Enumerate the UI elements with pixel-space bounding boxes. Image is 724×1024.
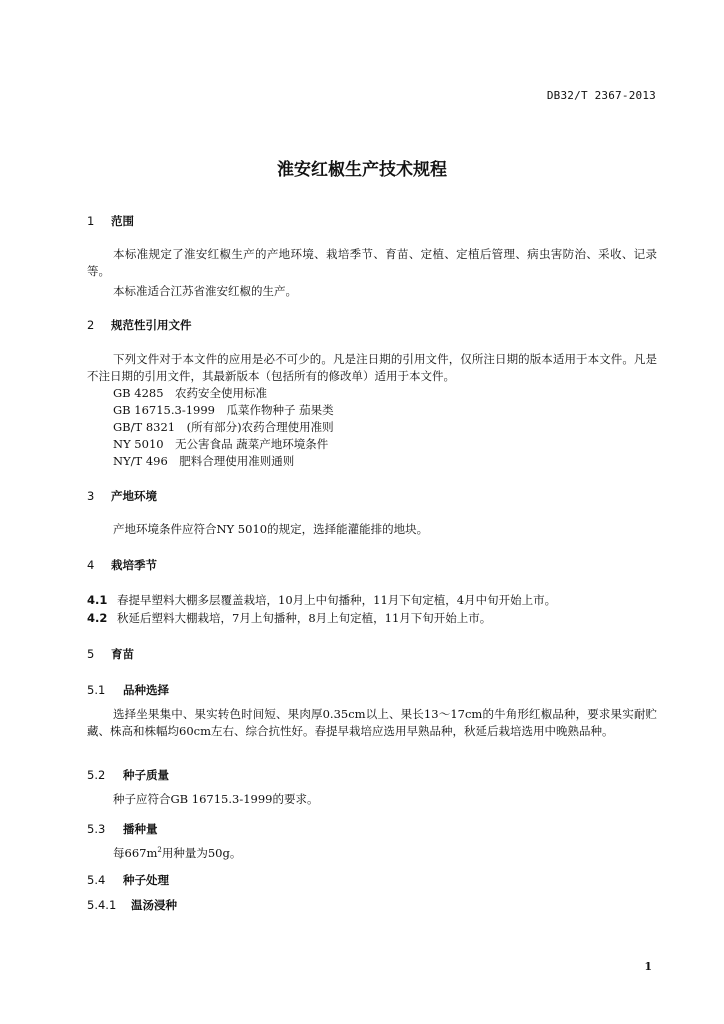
clause-text: 春提早塑料大棚多层覆盖栽培，10月上中旬播种，11月下旬定植，4月中旬开始上市。 <box>117 593 557 607</box>
section-number: 2 <box>87 318 95 332</box>
section-number: 1 <box>87 214 95 228</box>
reference-item: NY/T 496 肥料合理使用准则通则 <box>113 454 295 468</box>
seeding-rate-text-b: 用种量为50g。 <box>161 846 242 860</box>
clause-number: 4.2 <box>87 611 108 625</box>
section-number: 4 <box>87 558 95 572</box>
section-title: 品种选择 <box>123 683 169 697</box>
section-title: 播种量 <box>123 822 158 836</box>
section-5-2-heading <box>87 767 169 783</box>
document-code: DB32/T 2367-2013 <box>546 89 656 102</box>
section-number: 5.2 <box>87 768 106 782</box>
section-title: 育苗 <box>111 647 134 661</box>
section-1-paragraph-2: 本标准适合江苏省淮安红椒的生产。 <box>113 284 297 298</box>
section-5-4-1-heading <box>87 897 177 913</box>
section-title: 范围 <box>111 214 134 228</box>
section-5-4-heading <box>87 872 169 888</box>
section-title: 栽培季节 <box>111 558 157 572</box>
section-3-heading <box>87 488 157 504</box>
section-2-heading <box>87 317 192 333</box>
section-1-heading <box>87 213 134 229</box>
section-5-3-heading <box>87 821 158 837</box>
section-title: 温汤浸种 <box>131 898 177 912</box>
page-number: 1 <box>644 960 652 973</box>
reference-item: GB 16715.3-1999 瓜菜作物种子 茄果类 <box>113 403 334 417</box>
superscript-unit: 2 <box>157 846 162 855</box>
section-5-1-paragraph: 选择坐果集中、果实转色时间短、果肉厚0.35cm以上、果长13～17cm的牛角形红椒品种，要求果实耐贮藏、株高和株幅均60cm左右、综合抗性好。春提早栽培应选用早熟品种，秋延后栽培选用中晚熟品种。 <box>87 707 657 738</box>
section-number: 3 <box>87 489 95 503</box>
section-number: 5.3 <box>87 822 106 836</box>
section-1-paragraph-1: 本标准规定了淮安红椒生产的产地环境、栽培季节、育苗、定植、定植后管理、病虫害防治、采收、记录等。 <box>87 247 657 278</box>
reference-item: GB/T 8321 (所有部分)农药合理使用准则 <box>113 420 334 434</box>
document-title: 淮安红椒生产技术规程 <box>277 160 447 180</box>
section-title: 规范性引用文件 <box>111 318 192 332</box>
section-5-3-paragraph <box>87 845 657 862</box>
reference-item: NY 5010 无公害食品 蔬菜产地环境条件 <box>113 437 329 451</box>
section-5-1-heading <box>87 682 169 698</box>
seeding-rate-text-a: 每667m <box>113 846 158 860</box>
section-3-paragraph-1: 产地环境条件应符合NY 5010的规定，选择能灌能排的地块。 <box>113 522 429 536</box>
clause-4-2 <box>87 610 491 626</box>
section-5-2-paragraph: 种子应符合GB 16715.3-1999的要求。 <box>113 792 319 806</box>
section-title: 种子质量 <box>123 768 169 782</box>
section-5-heading <box>87 646 134 662</box>
section-number: 5 <box>87 647 95 661</box>
clause-number: 4.1 <box>87 593 108 607</box>
section-title: 产地环境 <box>111 489 157 503</box>
clause-text: 秋延后塑料大棚栽培，7月上旬播种，8月上旬定植，11月下旬开始上市。 <box>117 611 492 625</box>
section-number: 5.1 <box>87 683 106 697</box>
section-number: 5.4 <box>87 873 106 887</box>
section-number: 5.4.1 <box>87 898 117 912</box>
section-title: 种子处理 <box>123 873 169 887</box>
reference-item: GB 4285 农药安全使用标准 <box>113 386 268 400</box>
clause-4-1 <box>87 592 556 608</box>
section-4-heading <box>87 557 157 573</box>
section-2-paragraph-1: 下列文件对于本文件的应用是必不可少的。凡是注日期的引用文件，仅所注日期的版本适用于本文件。凡是不注日期的引用文件，其最新版本（包括所有的修改单）适用于本文件。 <box>87 352 657 383</box>
